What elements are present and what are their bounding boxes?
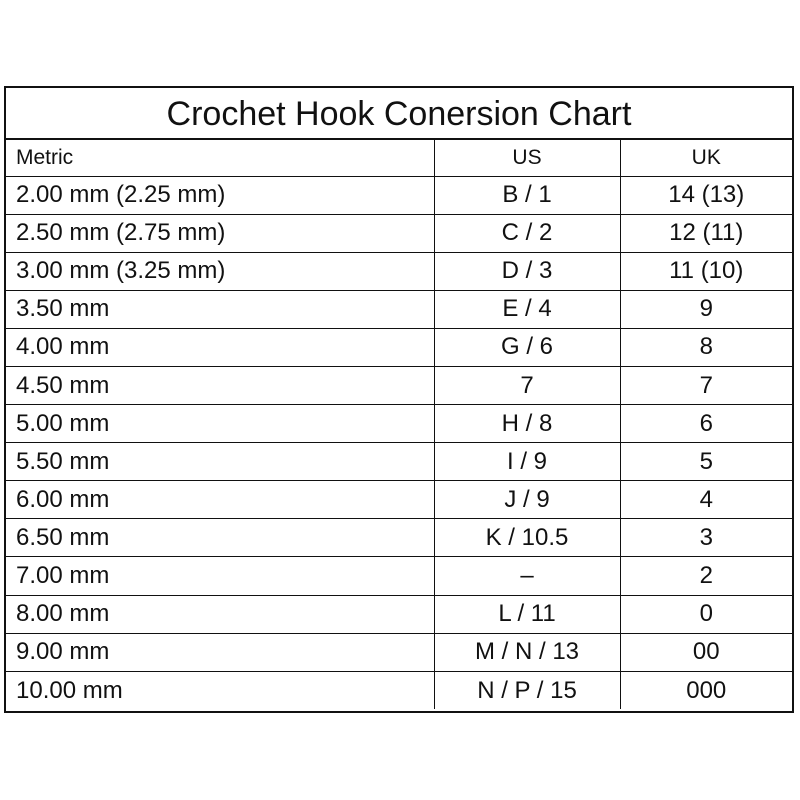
table-row xyxy=(6,252,792,290)
metric-cell: 8.00 mm xyxy=(6,595,434,633)
us-cell: L / 11 xyxy=(434,595,620,633)
table-row xyxy=(6,633,792,671)
us-cell: C / 2 xyxy=(434,214,620,252)
us-cell: E / 4 xyxy=(434,290,620,328)
us-cell: B / 1 xyxy=(434,176,620,214)
table-row xyxy=(6,366,792,404)
uk-cell: 4 xyxy=(620,481,792,519)
uk-cell: 9 xyxy=(620,290,792,328)
us-cell: D / 3 xyxy=(434,252,620,290)
uk-cell: 000 xyxy=(620,671,792,709)
table-row xyxy=(6,671,792,709)
metric-cell: 2.00 mm (2.25 mm) xyxy=(6,176,434,214)
uk-cell: 7 xyxy=(620,366,792,404)
us-cell: J / 9 xyxy=(434,481,620,519)
uk-cell: 8 xyxy=(620,328,792,366)
table-row xyxy=(6,176,792,214)
table-row xyxy=(6,595,792,633)
table-row xyxy=(6,290,792,328)
us-cell: – xyxy=(434,557,620,595)
uk-cell: 3 xyxy=(620,519,792,557)
metric-cell: 2.50 mm (2.75 mm) xyxy=(6,214,434,252)
header-metric: Metric xyxy=(16,145,74,169)
header-row xyxy=(6,140,792,176)
table-row xyxy=(6,443,792,481)
uk-cell: 14 (13) xyxy=(620,176,792,214)
conversion-chart xyxy=(4,86,794,713)
us-cell: H / 8 xyxy=(434,405,620,443)
metric-cell: 4.50 mm xyxy=(6,366,434,404)
uk-cell: 5 xyxy=(620,443,792,481)
header-us: US xyxy=(434,140,620,176)
uk-cell: 2 xyxy=(620,557,792,595)
table-row xyxy=(6,214,792,252)
us-cell: 7 xyxy=(434,366,620,404)
us-cell: G / 6 xyxy=(434,328,620,366)
us-cell: M / N / 13 xyxy=(434,633,620,671)
metric-cell: 9.00 mm xyxy=(6,633,434,671)
conversion-table xyxy=(6,140,792,709)
metric-cell: 7.00 mm xyxy=(6,557,434,595)
table-row xyxy=(6,519,792,557)
metric-cell: 6.00 mm xyxy=(6,481,434,519)
table-row xyxy=(6,405,792,443)
metric-cell: 5.50 mm xyxy=(6,443,434,481)
metric-cell: 5.00 mm xyxy=(6,405,434,443)
header-uk: UK xyxy=(620,140,792,176)
chart-title: Crochet Hook Conersion Chart xyxy=(6,88,792,140)
uk-cell: 12 (11) xyxy=(620,214,792,252)
metric-cell: 3.00 mm (3.25 mm) xyxy=(6,252,434,290)
metric-cell: 10.00 mm xyxy=(6,671,434,709)
us-cell: I / 9 xyxy=(434,443,620,481)
metric-cell: 6.50 mm xyxy=(6,519,434,557)
metric-cell: 3.50 mm xyxy=(6,290,434,328)
us-cell: K / 10.5 xyxy=(434,519,620,557)
metric-cell: 4.00 mm xyxy=(6,328,434,366)
uk-cell: 00 xyxy=(620,633,792,671)
uk-cell: 11 (10) xyxy=(620,252,792,290)
table-row xyxy=(6,481,792,519)
uk-cell: 6 xyxy=(620,405,792,443)
table-row xyxy=(6,328,792,366)
us-cell: N / P / 15 xyxy=(434,671,620,709)
uk-cell: 0 xyxy=(620,595,792,633)
table-row xyxy=(6,557,792,595)
